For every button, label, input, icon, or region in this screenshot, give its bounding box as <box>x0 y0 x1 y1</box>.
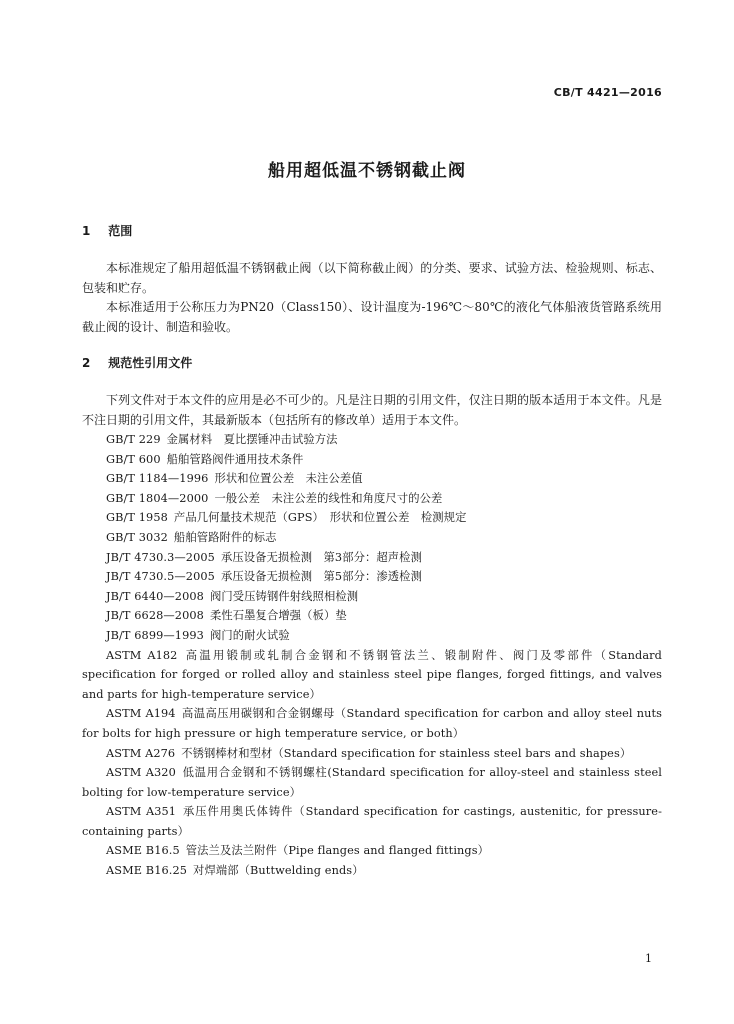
reference-code: ASTM A351 <box>106 805 177 819</box>
reference-title: 高温用锻制或轧制合金钢和不锈钢管法兰、锻制附件、阀门及零部件（Standard specification for forged or rolled alloy and stainless steel pipe flanges, forged fittings, and valves and parts for high-temperature service） <box>82 648 662 701</box>
reference-title: 对焊端部（Buttwelding ends） <box>193 864 364 878</box>
reference-code: ASME B16.25 <box>106 864 188 878</box>
page-number: 1 <box>645 952 652 965</box>
reference-title: 高温高压用碳钢和合金钢螺母（Standard specification for carbon and alloy steel nuts for bolts for high pressure or high temperature service, or both） <box>82 707 662 740</box>
reference-title: 阀门受压铸钢件射线照相检测 <box>209 589 359 603</box>
section-1-title: 范围 <box>108 224 133 238</box>
reference-code: ASTM A194 <box>106 707 176 721</box>
reference-code: GB/T 1804—2000 <box>106 491 209 505</box>
section-2-heading <box>82 354 192 371</box>
reference-title: 一般公差 未注公差的线性和角度尺寸的公差 <box>214 491 443 505</box>
section-2-intro <box>82 391 662 430</box>
reference-item <box>82 489 662 509</box>
reference-item <box>82 704 662 743</box>
reference-code: GB/T 1958 <box>106 511 168 525</box>
reference-title: 承压件用奥氏体铸件（Standard specification for castings, austenitic, for pressure-containing parts） <box>82 805 662 838</box>
reference-title: 承压设备无损检测 第5部分：渗透检测 <box>220 570 422 584</box>
standard-code: CB/T 4421—2016 <box>553 86 662 99</box>
reference-item <box>82 841 662 861</box>
reference-title: 船舶管路附件的标志 <box>173 530 277 544</box>
reference-list <box>82 430 662 881</box>
section-1-number: 1 <box>82 224 91 238</box>
reference-code: GB/T 229 <box>106 433 161 446</box>
reference-title: 形状和位置公差 未注公差值 <box>214 472 363 486</box>
reference-item <box>82 861 662 881</box>
reference-title: 承压设备无损检测 第3部分：超声检测 <box>220 550 422 564</box>
reference-title: 阀门的耐火试验 <box>209 628 290 642</box>
reference-item <box>82 606 662 626</box>
reference-code: ASME B16.5 <box>106 844 180 858</box>
reference-title: 产品几何量技术规范（GPS） 形状和位置公差 检测规定 <box>173 511 467 525</box>
reference-item <box>82 587 662 607</box>
reference-code: ASTM A276 <box>106 746 176 760</box>
section-1-body <box>82 259 662 337</box>
reference-item <box>82 508 662 528</box>
section-1-heading <box>82 222 132 239</box>
reference-code: GB/T 1184—1996 <box>106 472 209 486</box>
reference-code: JB/T 6899—1993 <box>106 628 204 642</box>
reference-item <box>82 802 662 841</box>
reference-code: ASTM A182 <box>106 648 178 662</box>
reference-item <box>82 430 662 450</box>
reference-item <box>82 469 662 489</box>
scope-paragraph-2: 本标准适用于公称压力为PN20（Class150）、设计温度为-196℃～80℃的液化气体船液货管路系统用截止阀的设计、制造和验收。 <box>82 300 662 334</box>
reference-item <box>82 626 662 646</box>
reference-item <box>82 763 662 802</box>
reference-title: 低温用合金钢和不锈钢螺柱(Standard specification for alloy-steel and stainless steel bolting for low-temperature service） <box>82 766 662 799</box>
reference-item <box>82 646 662 705</box>
reference-item <box>82 548 662 568</box>
reference-code: GB/T 600 <box>106 452 161 466</box>
reference-item <box>82 744 662 764</box>
reference-title: 柔性石墨复合增强（板）垫 <box>209 609 347 623</box>
reference-code: JB/T 4730.5—2005 <box>106 570 215 584</box>
scope-paragraph-1: 本标准规定了船用超低温不锈钢截止阀（以下简称截止阀）的分类、要求、试验方法、检验规则、标志、包装和贮存。 <box>82 261 662 295</box>
reference-code: JB/T 6440—2008 <box>106 589 204 603</box>
reference-code: JB/T 4730.3—2005 <box>106 550 215 564</box>
reference-item <box>82 567 662 587</box>
reference-title: 管法兰及法兰附件（Pipe flanges and flanged fittings） <box>185 844 490 858</box>
reference-code: JB/T 6628—2008 <box>106 609 204 623</box>
section-2-number: 2 <box>82 356 91 370</box>
reference-item <box>82 528 662 548</box>
reference-item <box>82 450 662 470</box>
reference-title: 不锈钢棒材和型材（Standard specification for stainless steel bars and shapes） <box>181 746 632 760</box>
reference-code: ASTM A320 <box>106 766 176 780</box>
section-2-title: 规范性引用文件 <box>108 356 193 370</box>
document-title: 船用超低温不锈钢截止阀 <box>268 161 466 181</box>
normative-intro-paragraph: 下列文件对于本文件的应用是必不可少的。凡是注日期的引用文件，仅注日期的版本适用于本文件。凡是不注日期的引用文件，其最新版本（包括所有的修改单）适用于本文件。 <box>82 393 662 427</box>
reference-title: 金属材料 夏比摆锤冲击试验方法 <box>166 433 338 446</box>
reference-code: GB/T 3032 <box>106 530 168 544</box>
reference-title: 船舶管路阀件通用技术条件 <box>166 452 304 466</box>
